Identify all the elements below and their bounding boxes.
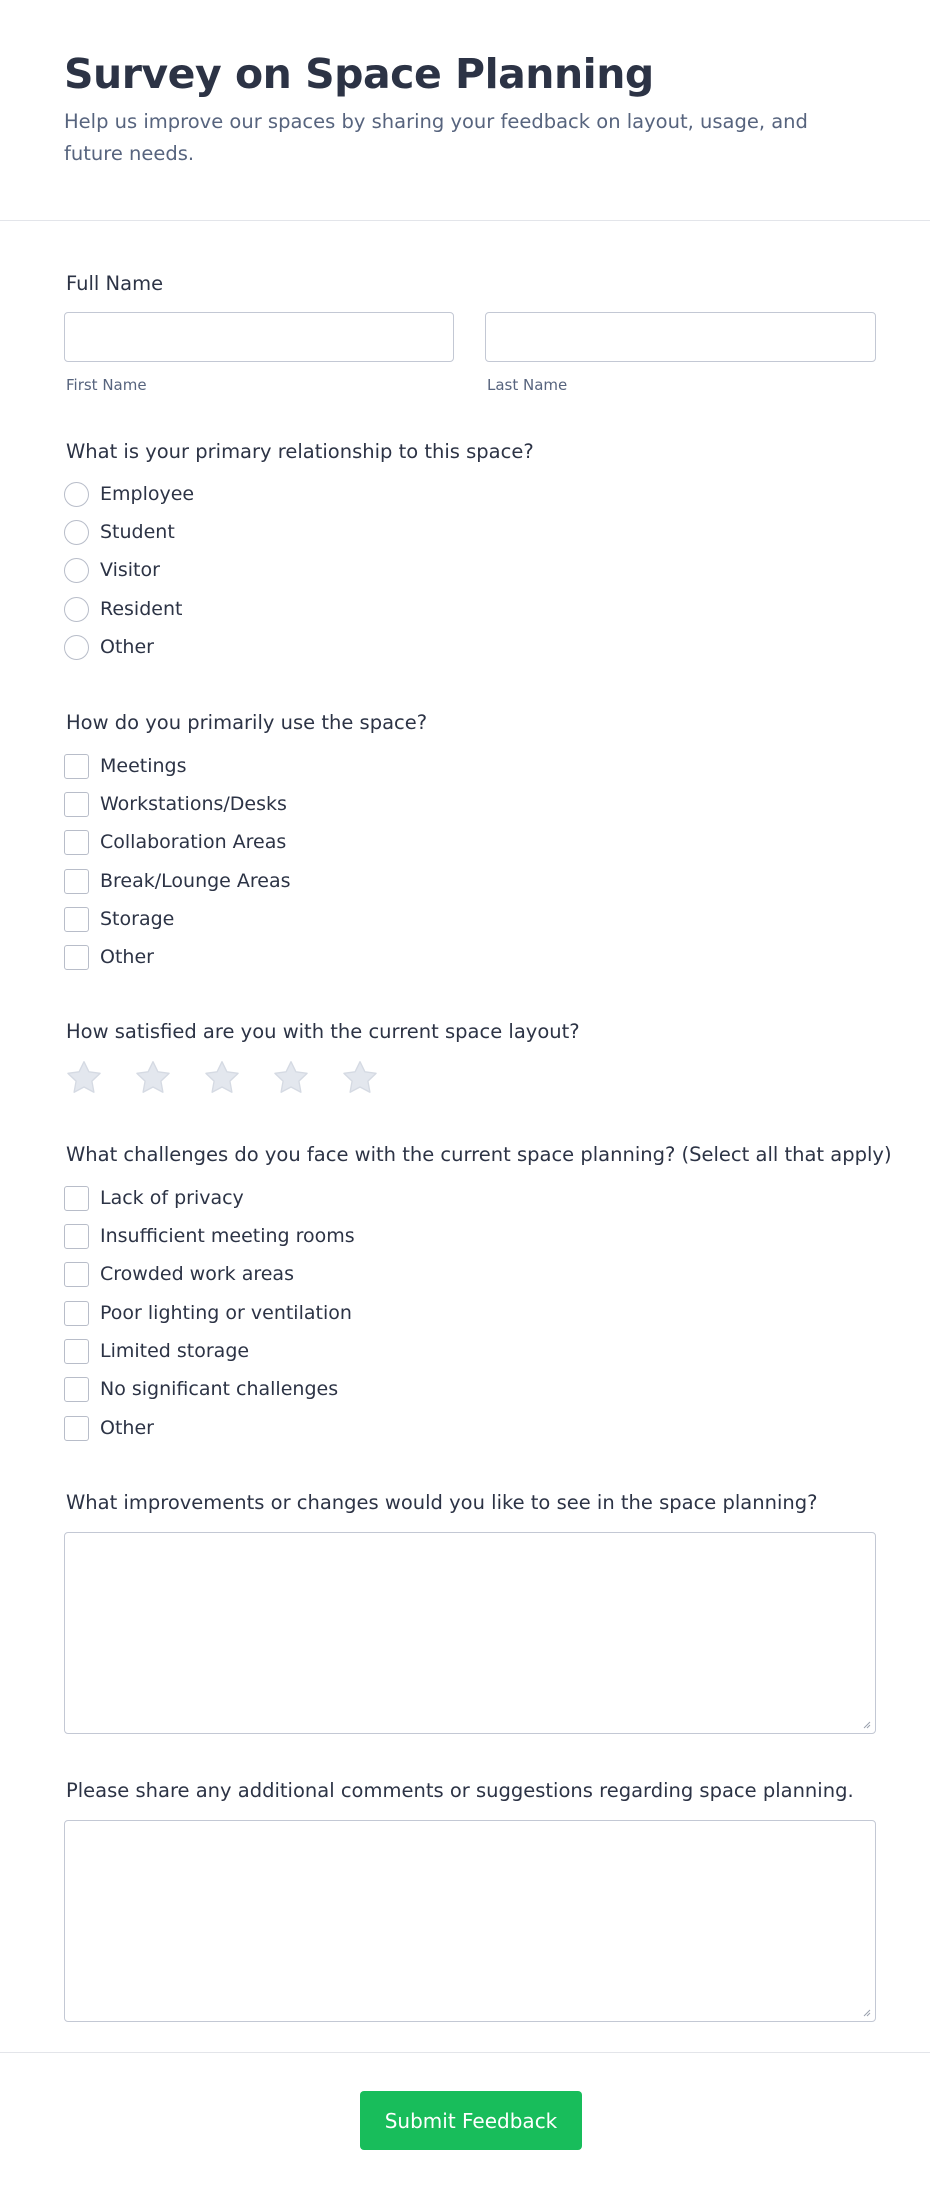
checkbox[interactable] (64, 1262, 89, 1287)
checkbox-option-collaboration[interactable]: Collaboration Areas (64, 829, 286, 855)
checkbox-option-insufficient-meeting-rooms[interactable]: Insufficient meeting rooms (64, 1223, 355, 1249)
checkbox-option-crowded-work-areas[interactable]: Crowded work areas (64, 1261, 294, 1287)
checkbox[interactable] (64, 1224, 89, 1249)
checkbox-option-lack-of-privacy[interactable]: Lack of privacy (64, 1185, 244, 1211)
star-rating-2[interactable] (133, 1058, 173, 1098)
form-header (0, 0, 930, 221)
star-icon (133, 1058, 173, 1098)
last-name-sublabel: Last Name (487, 376, 568, 394)
star-icon (340, 1058, 380, 1098)
checkbox-option-limited-storage[interactable]: Limited storage (64, 1338, 249, 1364)
relationship-question: What is your primary relationship to this space? (66, 440, 534, 463)
comments-textarea[interactable] (64, 1820, 876, 2022)
checkbox[interactable] (64, 1339, 89, 1364)
checkbox[interactable] (64, 754, 89, 779)
radio-option-other[interactable]: Other (64, 634, 154, 660)
checkbox[interactable] (64, 945, 89, 970)
star-rating-3[interactable] (202, 1058, 242, 1098)
comments-question: Please share any additional comments or suggestions regarding space planning. (66, 1779, 854, 1802)
improvements-question: What improvements or changes would you like to see in the space planning? (66, 1491, 818, 1514)
star-icon (64, 1058, 104, 1098)
radio-button[interactable] (64, 597, 89, 622)
radio-button[interactable] (64, 482, 89, 507)
radio-option-employee[interactable]: Employee (64, 481, 194, 507)
radio-button[interactable] (64, 520, 89, 545)
star-icon (271, 1058, 311, 1098)
submit-button[interactable]: Submit Feedback (360, 2091, 582, 2150)
page-title: Survey on Space Planning (64, 50, 654, 98)
star-rating-1[interactable] (64, 1058, 104, 1098)
radio-button[interactable] (64, 635, 89, 660)
resize-handle-icon[interactable] (861, 2007, 871, 2017)
radio-button[interactable] (64, 558, 89, 583)
checkbox[interactable] (64, 1186, 89, 1211)
radio-option-visitor[interactable]: Visitor (64, 557, 160, 583)
checkbox-option-poor-lighting[interactable]: Poor lighting or ventilation (64, 1300, 352, 1326)
challenges-question: What challenges do you face with the current space planning? (Select all that apply) (66, 1143, 892, 1166)
usage-question: How do you primarily use the space? (66, 711, 428, 734)
resize-handle-icon[interactable] (861, 1719, 871, 1729)
checkbox[interactable] (64, 907, 89, 932)
checkbox-option-other[interactable]: Other (64, 944, 154, 970)
checkbox-option-other[interactable]: Other (64, 1415, 154, 1441)
checkbox[interactable] (64, 1416, 89, 1441)
first-name-input[interactable] (64, 312, 454, 362)
checkbox[interactable] (64, 830, 89, 855)
checkbox-option-break-lounge[interactable]: Break/Lounge Areas (64, 868, 291, 894)
radio-option-student[interactable]: Student (64, 519, 175, 545)
star-icon (202, 1058, 242, 1098)
checkbox[interactable] (64, 1301, 89, 1326)
radio-option-resident[interactable]: Resident (64, 596, 182, 622)
page-subtitle: Help us improve our spaces by sharing your feedback on layout, usage, and future needs. (64, 110, 808, 165)
checkbox-option-no-challenges[interactable]: No significant challenges (64, 1376, 338, 1402)
satisfaction-question: How satisfied are you with the current space layout? (66, 1020, 580, 1043)
star-rating-5[interactable] (340, 1058, 380, 1098)
checkbox-option-meetings[interactable]: Meetings (64, 753, 187, 779)
improvements-textarea[interactable] (64, 1532, 876, 1734)
checkbox[interactable] (64, 1377, 89, 1402)
last-name-input[interactable] (485, 312, 876, 362)
full-name-label: Full Name (66, 272, 164, 295)
star-rating-4[interactable] (271, 1058, 311, 1098)
first-name-sublabel: First Name (66, 376, 147, 394)
checkbox[interactable] (64, 869, 89, 894)
checkbox-option-workstations[interactable]: Workstations/Desks (64, 791, 287, 817)
checkbox[interactable] (64, 792, 89, 817)
checkbox-option-storage[interactable]: Storage (64, 906, 174, 932)
